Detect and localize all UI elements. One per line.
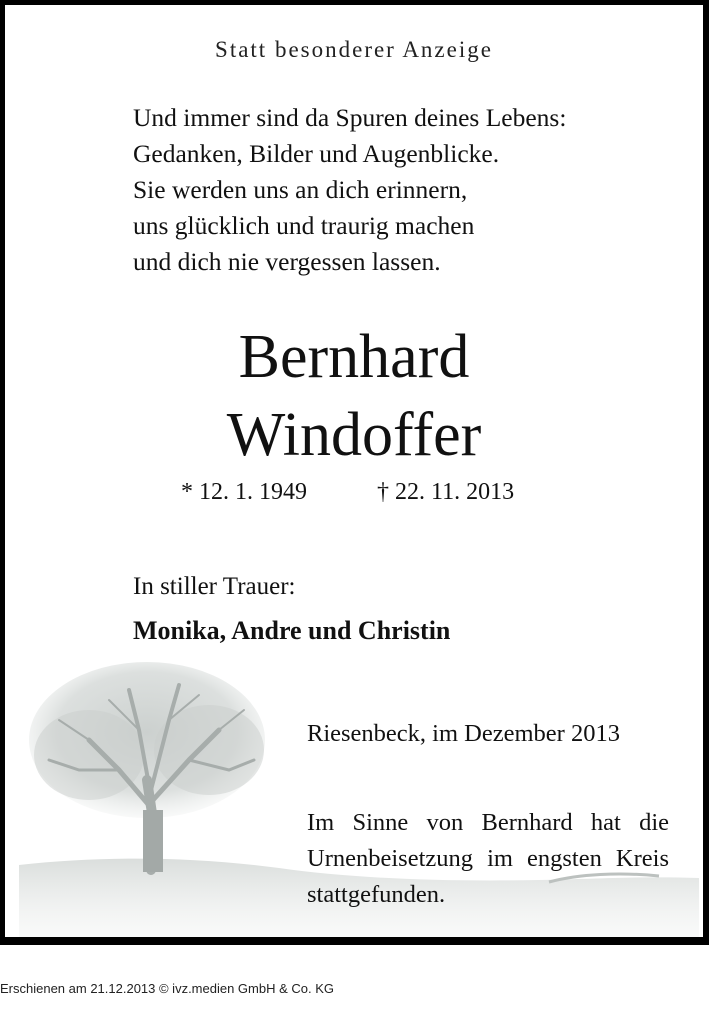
place-date: Riesenbeck, im Dezember 2013: [307, 720, 620, 747]
deceased-last-name: Windoffer: [226, 401, 482, 469]
poem-line: Gedanken, Bilder und Augenblicke.: [133, 139, 500, 168]
poem-line: uns glücklich und traurig machen: [133, 211, 475, 240]
burial-note: Im Sinne von Bernhard hat die Urnenbeisetzung im engsten Kreis stattgefunden.: [307, 809, 669, 908]
poem-line: und dich nie vergessen lassen.: [133, 247, 441, 276]
publication-footer: Erschienen am 21.12.2013 © ivz.medien GmbH & Co. KG: [0, 981, 335, 996]
deceased-first-name: Bernhard: [238, 323, 470, 391]
poem: [133, 100, 566, 280]
poem-line: Sie werden uns an dich erinnern,: [133, 175, 468, 204]
mourning-label: In stiller Trauer:: [133, 573, 296, 600]
birth-date: * 12. 1. 1949: [181, 479, 307, 505]
poem-line: Und immer sind da Spuren deines Lebens:: [133, 103, 567, 132]
notice-header: Statt besonderer Anzeige: [215, 37, 493, 62]
family-names: Monika, Andre und Christin: [133, 616, 451, 645]
death-date: † 22. 11. 2013: [377, 479, 515, 505]
